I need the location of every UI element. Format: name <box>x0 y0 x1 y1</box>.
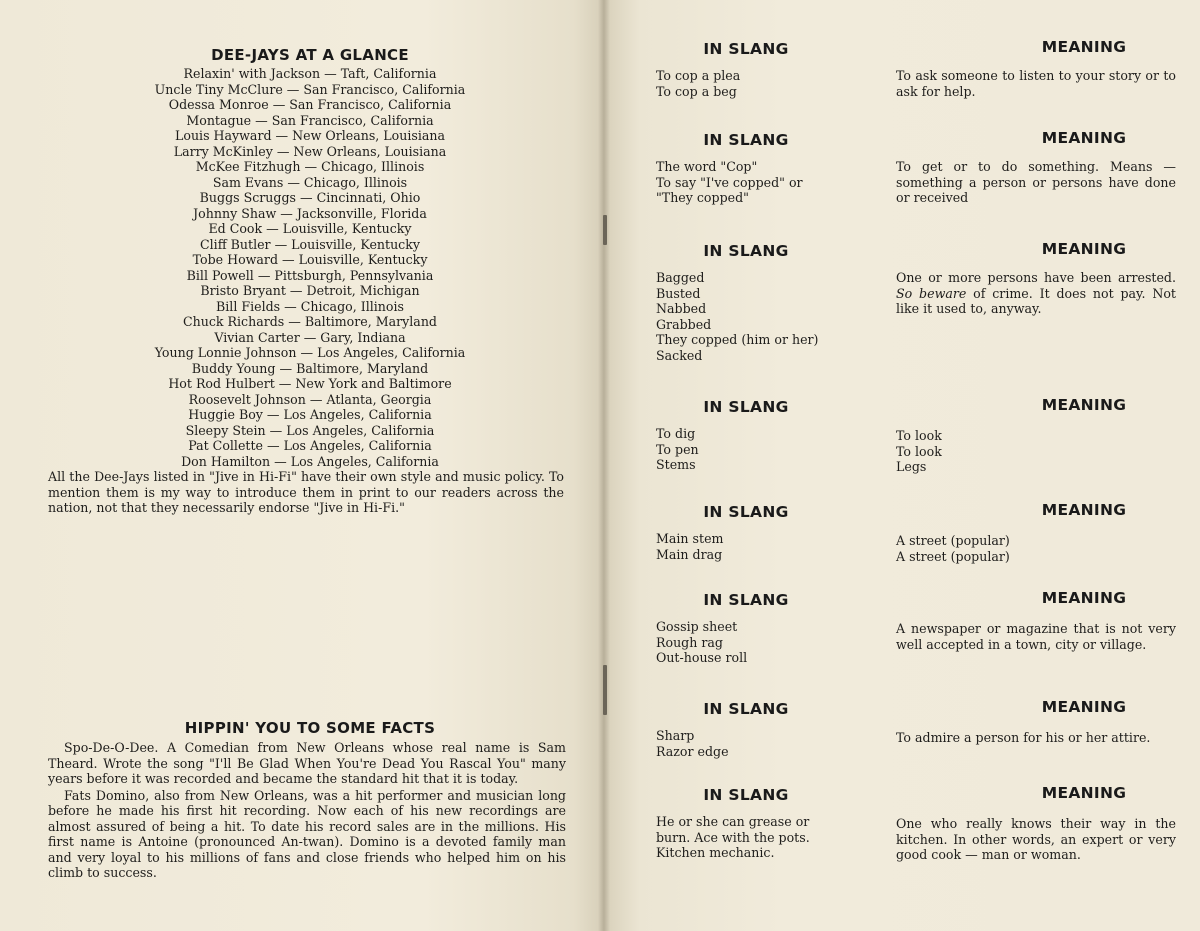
meaning-header: MEANING <box>1041 589 1127 607</box>
deejays-title: DEE-JAYS AT A GLANCE <box>211 46 409 64</box>
meaning-text-part: of crime. It does not pay. Not like it used to, anyway. <box>896 285 1176 316</box>
slang-terms <box>656 426 876 473</box>
meaning-text: One who really knows their way in the kitchen. In other words, an expert or very good cook — man or woman. <box>896 816 1176 862</box>
meaning-header: MEANING <box>1041 240 1127 258</box>
list-item: "They copped" <box>656 190 749 205</box>
list-item: He or she can grease or <box>656 814 810 829</box>
slang-terms <box>656 619 876 666</box>
staple <box>603 215 607 245</box>
meaning-header: MEANING <box>1041 698 1127 716</box>
list-item: To cop a beg <box>656 83 737 99</box>
list-item: To pen <box>656 441 699 457</box>
meaning-header: MEANING <box>1041 784 1127 802</box>
list-item: Rough rag <box>656 634 723 650</box>
list-item: Busted <box>656 285 701 301</box>
slang-header: IN SLANG <box>703 786 789 804</box>
meaning-header: MEANING <box>1041 38 1127 56</box>
slang-terms <box>656 270 876 363</box>
list-item: McKee Fitzhugh — Chicago, Illinois <box>195 159 425 174</box>
list-item: Ed Cook — Louisville, Kentucky <box>208 221 412 236</box>
list-item: Uncle Tiny McClure — San Francisco, California <box>154 81 466 97</box>
list-item: Sam Evans — Chicago, Illinois <box>212 174 408 190</box>
list-item: Roosevelt Johnson — Atlanta, Georgia <box>188 391 432 407</box>
slang-header: IN SLANG <box>703 40 789 58</box>
deejay-list <box>0 66 604 469</box>
slang-terms <box>656 531 876 562</box>
list-item: The word "Cop" <box>656 159 758 174</box>
list-item: Buddy Young — Baltimore, Maryland <box>191 360 429 376</box>
list-item: Relaxin' with Jackson — Taft, California <box>183 66 437 81</box>
meaning-header: MEANING <box>1041 129 1127 147</box>
book-gutter <box>598 0 610 931</box>
list-item: Bill Fields — Chicago, Illinois <box>216 298 404 314</box>
meaning-list <box>896 428 1176 475</box>
slang-terms <box>656 814 876 861</box>
facts-title: HIPPIN' YOU TO SOME FACTS <box>184 719 436 737</box>
slang-header: IN SLANG <box>703 700 789 718</box>
list-item: Louis Hayward — New Orleans, Louisiana <box>175 128 445 143</box>
list-item: To look <box>896 428 942 443</box>
list-item: Hot Rod Hulbert — New York and Baltimore <box>168 376 452 391</box>
list-item: Nabbed <box>656 301 707 316</box>
meaning-text: To ask someone to listen to your story or to ask for help. <box>896 68 1176 99</box>
slang-terms <box>656 68 876 99</box>
facts-body <box>48 740 566 882</box>
list-item: Odessa Monroe — San Francisco, California <box>168 97 452 112</box>
list-item: Tobe Howard — Louisville, Kentucky <box>192 252 428 267</box>
facts-paragraph: Spo-De-O-Dee. A Comedian from New Orleans whose real name is Sam Theard. Wrote the song "I'll Be Glad When You're Dead You Rascal You" many years before it was recorded and became the standard hit that it is today. <box>48 740 566 786</box>
meaning-header: MEANING <box>1041 396 1127 414</box>
slang-header: IN SLANG <box>703 591 789 609</box>
meaning-text: To admire a person for his or her attire. <box>896 730 1151 745</box>
slang-header: IN SLANG <box>703 242 789 260</box>
meaning-text: To get or to do something. Means — something a person or persons have done or received <box>896 159 1176 205</box>
list-item: Gossip sheet <box>656 619 738 634</box>
list-item: Out-house roll <box>656 650 748 665</box>
list-item: Huggie Boy — Los Angeles, California <box>188 407 432 422</box>
list-item: Grabbed <box>656 316 712 332</box>
meaning-list <box>896 533 1176 564</box>
list-item: Montague — San Francisco, California <box>186 112 434 128</box>
list-item: Young Lonnie Johnson — Los Angeles, California <box>154 345 466 360</box>
slang-terms <box>656 159 876 206</box>
list-item: Bagged <box>656 270 705 285</box>
meaning-header: MEANING <box>1041 501 1127 519</box>
list-item: Razor edge <box>656 743 729 759</box>
list-item: Bristo Bryant — Detroit, Michigan <box>200 283 420 298</box>
list-item: Sharp <box>656 728 695 743</box>
facts-paragraph: Fats Domino, also from New Orleans, was a hit performer and musician long before he made his first hit recording. Now each of his new recordings are almost assured of being a hit. To date his record sales are in the millions. His first name is Antoine (pronounced An-twan). Domino is a devoted family man and very loyal to his millions of fans and close friends who helped him on his climb to success. <box>48 787 566 880</box>
list-item: Pat Collette — Los Angeles, California <box>188 438 432 453</box>
list-item: burn. Ace with the pots. <box>656 829 810 845</box>
list-item: Don Hamilton — Los Angeles, California <box>181 453 439 469</box>
list-item: Johnny Shaw — Jacksonville, Florida <box>193 205 427 221</box>
list-item: They copped (him or her) <box>656 332 819 347</box>
list-item: Vivian Carter — Gary, Indiana <box>214 329 406 345</box>
list-item: To cop a plea <box>656 68 741 83</box>
list-item: Legs <box>896 459 927 474</box>
meaning-text <box>896 270 1176 317</box>
list-item: Sleepy Stein — Los Angeles, California <box>185 422 435 438</box>
list-item: Stems <box>656 457 696 472</box>
list-item: To dig <box>656 426 696 441</box>
slang-header: IN SLANG <box>703 131 789 149</box>
list-item: Buggs Scruggs — Cincinnati, Ohio <box>199 190 421 205</box>
list-item: Cliff Butler — Louisville, Kentucky <box>200 236 420 252</box>
slang-terms <box>656 728 876 759</box>
list-item: Sacked <box>656 347 703 363</box>
list-item: To look <box>896 443 942 459</box>
meaning-text: A newspaper or magazine that is not very well accepted in a town, city or village. <box>896 621 1176 652</box>
list-item: A street (popular) <box>896 533 1010 548</box>
list-item: A street (popular) <box>896 548 1010 564</box>
list-item: Bill Powell — Pittsburgh, Pennsylvania <box>186 267 434 283</box>
list-item: Main stem <box>656 531 724 546</box>
list-item: To say "I've copped" or <box>656 174 803 190</box>
meaning-text-part: One or more persons have been arrested. <box>896 270 1176 285</box>
slang-header: IN SLANG <box>703 398 789 416</box>
list-item: Main drag <box>656 546 723 562</box>
right-page <box>604 0 1200 931</box>
deejays-note: All the Dee-Jays listed in "Jive in Hi-Fi" have their own style and music policy. To mention them is my way to introduce them in print to our readers across the nation, not that they necessarily endorse "Jive in Hi-Fi." <box>48 469 564 515</box>
list-item: Kitchen mechanic. <box>656 845 775 860</box>
list-item: Chuck Richards — Baltimore, Maryland <box>182 314 437 329</box>
staple <box>603 665 607 715</box>
list-item: Larry McKinley — New Orleans, Louisiana <box>173 143 447 159</box>
slang-header: IN SLANG <box>703 503 789 521</box>
meaning-emphasis: So beware <box>896 285 967 301</box>
